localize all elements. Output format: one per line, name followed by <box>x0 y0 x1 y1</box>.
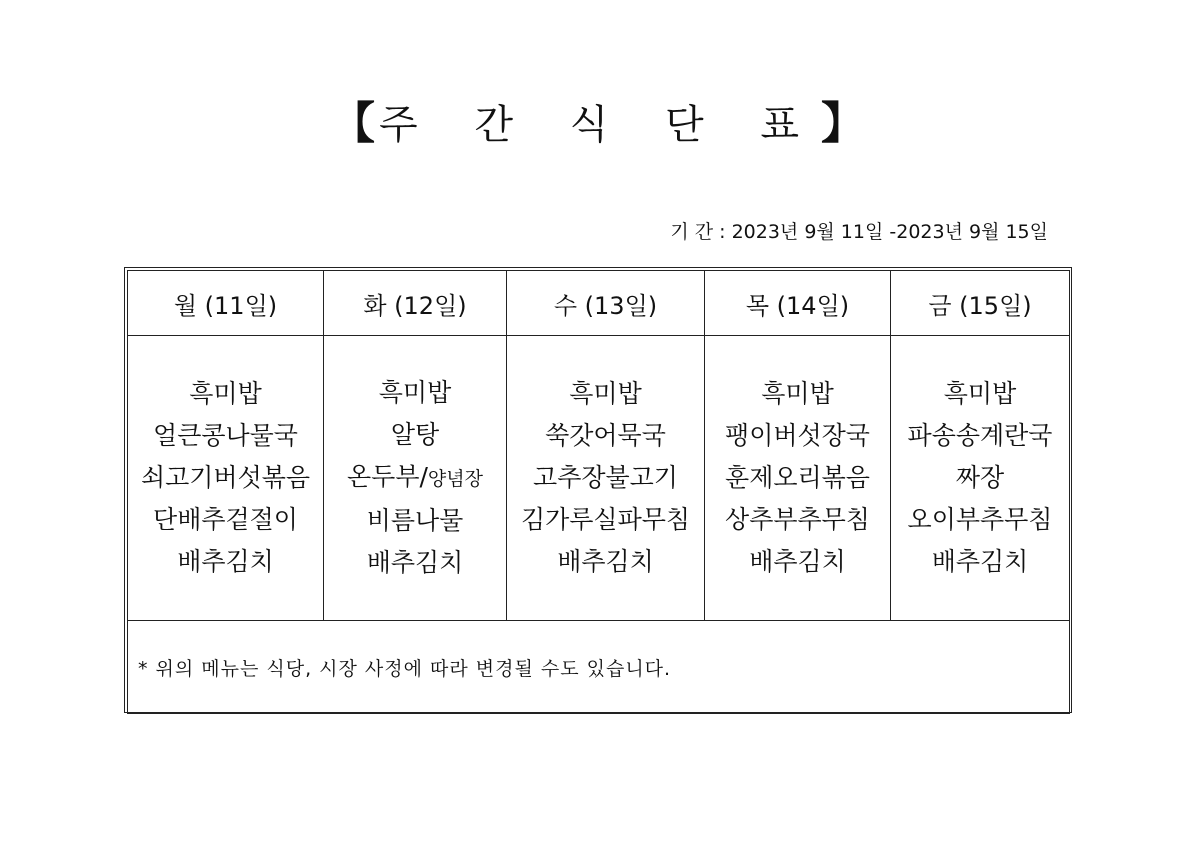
menu-item: 배추김치 <box>931 547 1029 576</box>
day-header-thu: 목 (14일) <box>705 271 891 336</box>
page-title <box>0 96 1200 153</box>
menu-cell-fri <box>891 336 1070 621</box>
menu-item: 비름나물 <box>366 506 464 535</box>
menu-cell-thu <box>705 336 891 621</box>
menu-item: 쇠고기버섯볶음 <box>140 463 311 492</box>
menu-item: 고추장불고기 <box>533 463 678 492</box>
menu-item: 오이부추무침 <box>907 505 1053 534</box>
day-header-fri: 금 (15일) <box>891 271 1070 336</box>
menu-item: 흑미밥 <box>189 379 262 408</box>
menu-item: 배추김치 <box>177 547 274 576</box>
day-header-row <box>128 271 1070 336</box>
menu-item: 훈제오리볶음 <box>725 463 870 492</box>
menu-item: 파송송계란국 <box>907 421 1053 450</box>
menu-item: 흑미밥 <box>569 379 642 408</box>
day-header-tue: 화 (12일) <box>324 271 507 336</box>
menu-cell-tue <box>324 336 507 621</box>
menu-item: 얼큰콩나물국 <box>153 421 298 450</box>
weekly-menu-table <box>127 270 1070 714</box>
period-label: 기 간 : 2023년 9월 11일 -2023년 9월 15일 <box>670 221 1048 243</box>
menu-cell-wed <box>507 336 705 621</box>
menu-item <box>324 456 506 500</box>
menu-item: 상추부추무침 <box>725 505 870 534</box>
title-text: 주 간 식 단 표 <box>378 102 822 148</box>
menu-item: 흑미밥 <box>378 378 452 407</box>
menu-change-note: * 위의 메뉴는 식당, 시장 사정에 따라 변경될 수도 있습니다. <box>128 621 1070 714</box>
menu-item: 흑미밥 <box>943 379 1017 408</box>
menu-item: 배추김치 <box>749 547 846 576</box>
menu-item: 쑥갓어묵국 <box>545 421 666 450</box>
menu-item-main: 온두부/ <box>347 462 428 491</box>
menu-item: 팽이버섯장국 <box>725 421 870 450</box>
day-header-wed: 수 (13일) <box>507 271 705 336</box>
menu-item: 짜장 <box>955 463 1005 492</box>
day-header-mon: 월 (11일) <box>128 271 324 336</box>
menu-item: 흑미밥 <box>761 379 834 408</box>
menu-item: 배추김치 <box>366 548 464 577</box>
title-close-bracket: 】 <box>821 98 870 149</box>
menu-table-frame <box>124 267 1072 713</box>
menu-item: 알탕 <box>390 420 440 449</box>
menu-item-sub: 양념장 <box>427 468 483 490</box>
title-open-bracket: 【 <box>330 98 379 149</box>
note-row <box>128 621 1070 714</box>
menu-cell-mon <box>128 336 324 621</box>
menu-row <box>128 336 1070 621</box>
menu-item: 김가루실파무침 <box>520 505 691 534</box>
menu-item: 배추김치 <box>557 547 654 576</box>
menu-item: 단배추겉절이 <box>153 505 298 534</box>
